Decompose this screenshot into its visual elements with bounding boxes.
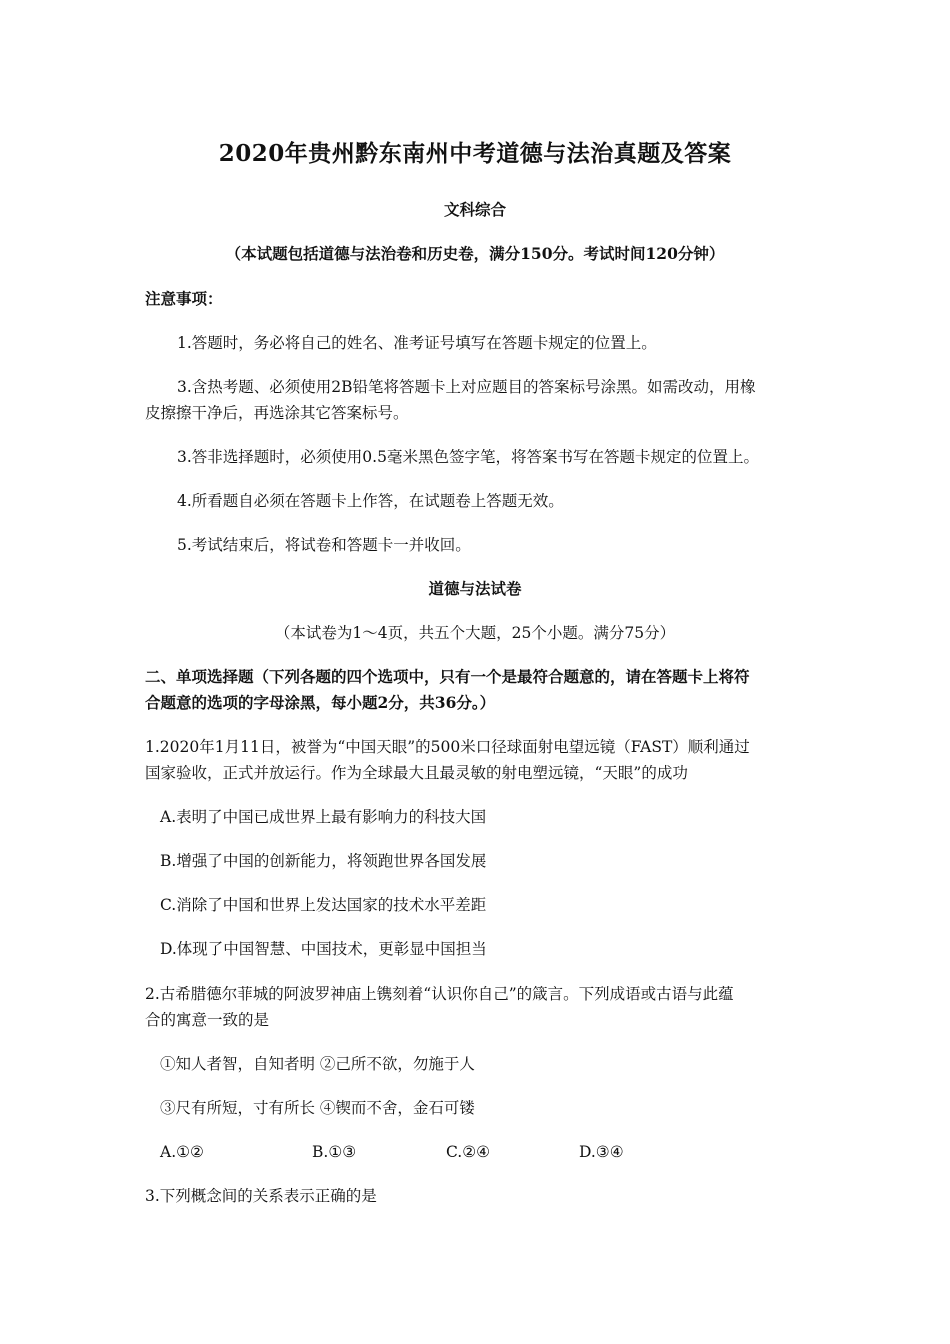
note-item-continuation: 皮擦擦干净后，再选涂其它答案标号。 (145, 404, 409, 422)
question-2-option-d: D.③④ (579, 1143, 624, 1161)
subtitle: 文科综合 (443, 200, 506, 219)
question-2-statements: ③尺有所短，寸有所长 ④锲而不舍，金石可镂 (160, 1099, 475, 1117)
exam-info: （本试题包括道德与法治卷和历史卷，满分150分。考试时间120分钟） (225, 244, 725, 263)
question-3-stem: 3.下列概念间的关系表示正确的是 (145, 1187, 377, 1205)
question-1-option-d: D.体现了中国智慧、中国技术，更彰显中国担当 (160, 940, 487, 958)
note-item: 5.考试结束后，将试卷和答题卡一并收回。 (177, 536, 471, 554)
question-1-option-a: A.表明了中国已成世界上最有影响力的科技大国 (160, 808, 487, 826)
section-info: （本试卷为1～4页，共五个大题，25个小题。满分75分） (274, 624, 676, 642)
note-item: 3.答非选择题时，必须使用0.5毫米黑色签字笔，将答案书写在答题卡规定的位置上。 (177, 448, 759, 466)
notes-heading: 注意事项： (145, 289, 223, 308)
question-1-stem-continuation: 国家验收，正式并放运行。作为全球最大且最灵敏的射电塑远镜，“天眼”的成功 (145, 764, 688, 782)
part-heading-continuation: 合题意的选项的字母涂黑，每小题2分，共36分。） (145, 693, 496, 712)
question-1-option-c: C.消除了中国和世界上发达国家的技术水平差距 (160, 896, 487, 914)
note-item: 3.含热考题、必须使用2B铅笔将答题卡上对应题目的答案标号涂黑。如需改动，用橡 (177, 378, 756, 396)
note-item: 1.答题时，务必将自己的姓名、准考证号填写在答题卡规定的位置上。 (177, 334, 657, 352)
question-2-option-c: C.②④ (446, 1143, 491, 1161)
question-1-stem: 1.2020年1月11日，被誉为“中国天眼”的500米口径球面射电望远镜（FAST）顺利通过 (145, 738, 750, 756)
part-heading: 二、单项选择题（下列各题的四个选项中，只有一个是最符合题意的，请在答题卡上将符 (145, 667, 750, 686)
section-title: 道德与法试卷 (428, 579, 522, 598)
question-2-stem: 2.古希腊德尔菲城的阿波罗神庙上镌刻着“认识你自己”的箴言。下列成语或古语与此蕴 (145, 985, 734, 1003)
question-2-option-a: A.①② (160, 1143, 204, 1161)
note-item: 4.所看题自必须在答题卡上作答，在试题卷上答题无效。 (177, 492, 564, 510)
question-2-stem-continuation: 合的寓意一致的是 (145, 1011, 270, 1029)
page-title: 2020年贵州黔东南州中考道德与法治真题及答案 (218, 140, 732, 167)
question-1-option-b: B.增强了中国的创新能力，将领跑世界各国发展 (160, 852, 487, 870)
question-2-statements: ①知人者智，自知者明 ②己所不欲，勿施于人 (160, 1055, 475, 1073)
question-2-option-b: B.①③ (312, 1143, 357, 1161)
